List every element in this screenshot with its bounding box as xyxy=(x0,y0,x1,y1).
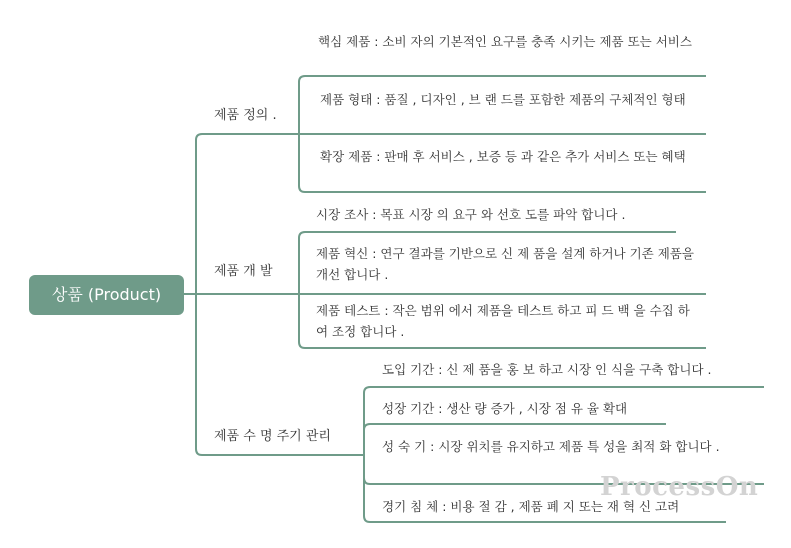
leaf-product-form[interactable]: 제품 형태 : 품질 , 디자인 , 브 랜 드를 포함한 제품의 구체적인 형태 xyxy=(320,92,686,107)
leaf-core-product[interactable]: 핵심 제품 : 소비 자의 기본적인 요구를 충족 시키는 제품 또는 서비스 xyxy=(318,34,692,49)
leaf-introduction-stage[interactable]: 도입 기간 : 신 제 품을 홍 보 하고 시장 인 식을 구축 합니다 . xyxy=(382,362,712,377)
leaf-product-testing[interactable]: 제품 테스트 : 작은 범위 에서 제품을 테스트 하고 피 드 백 을 수집 하여 조정 합니다 . xyxy=(316,303,690,339)
leaf-augmented-product[interactable]: 확장 제품 : 판매 후 서비스 , 보증 등 과 같은 추가 서비스 또는 혜택 xyxy=(320,149,686,164)
branch-product-development[interactable]: 제품 개 발 xyxy=(214,264,273,279)
processon-watermark: ProcessOn xyxy=(600,472,759,502)
root-node[interactable]: 상품 (Product) xyxy=(29,275,184,315)
leaf-market-research[interactable]: 시장 조사 : 목표 시장 의 요구 와 선호 도를 파악 합니다 . xyxy=(316,207,626,222)
branch-lifecycle-management[interactable]: 제품 수 명 주기 관리 xyxy=(214,429,331,444)
leaf-maturity-stage[interactable]: 성 숙 기 : 시장 위치를 유지하고 제품 특 성을 최적 화 합니다 . xyxy=(382,439,720,454)
leaf-decline-stage[interactable]: 경기 침 체 : 비용 절 감 , 제품 폐 지 또는 재 혁 신 고려 xyxy=(382,499,680,514)
leaf-product-innovation[interactable]: 제품 혁신 : 연구 결과를 기반으로 신 제 품을 설계 하거나 기존 제품을 개선 합니다 . xyxy=(316,246,694,282)
leaf-growth-stage[interactable]: 성장 기간 : 생산 량 증가 , 시장 점 유 율 확대 xyxy=(382,401,628,416)
branch-product-definition[interactable]: 제품 정의 . xyxy=(214,108,277,123)
